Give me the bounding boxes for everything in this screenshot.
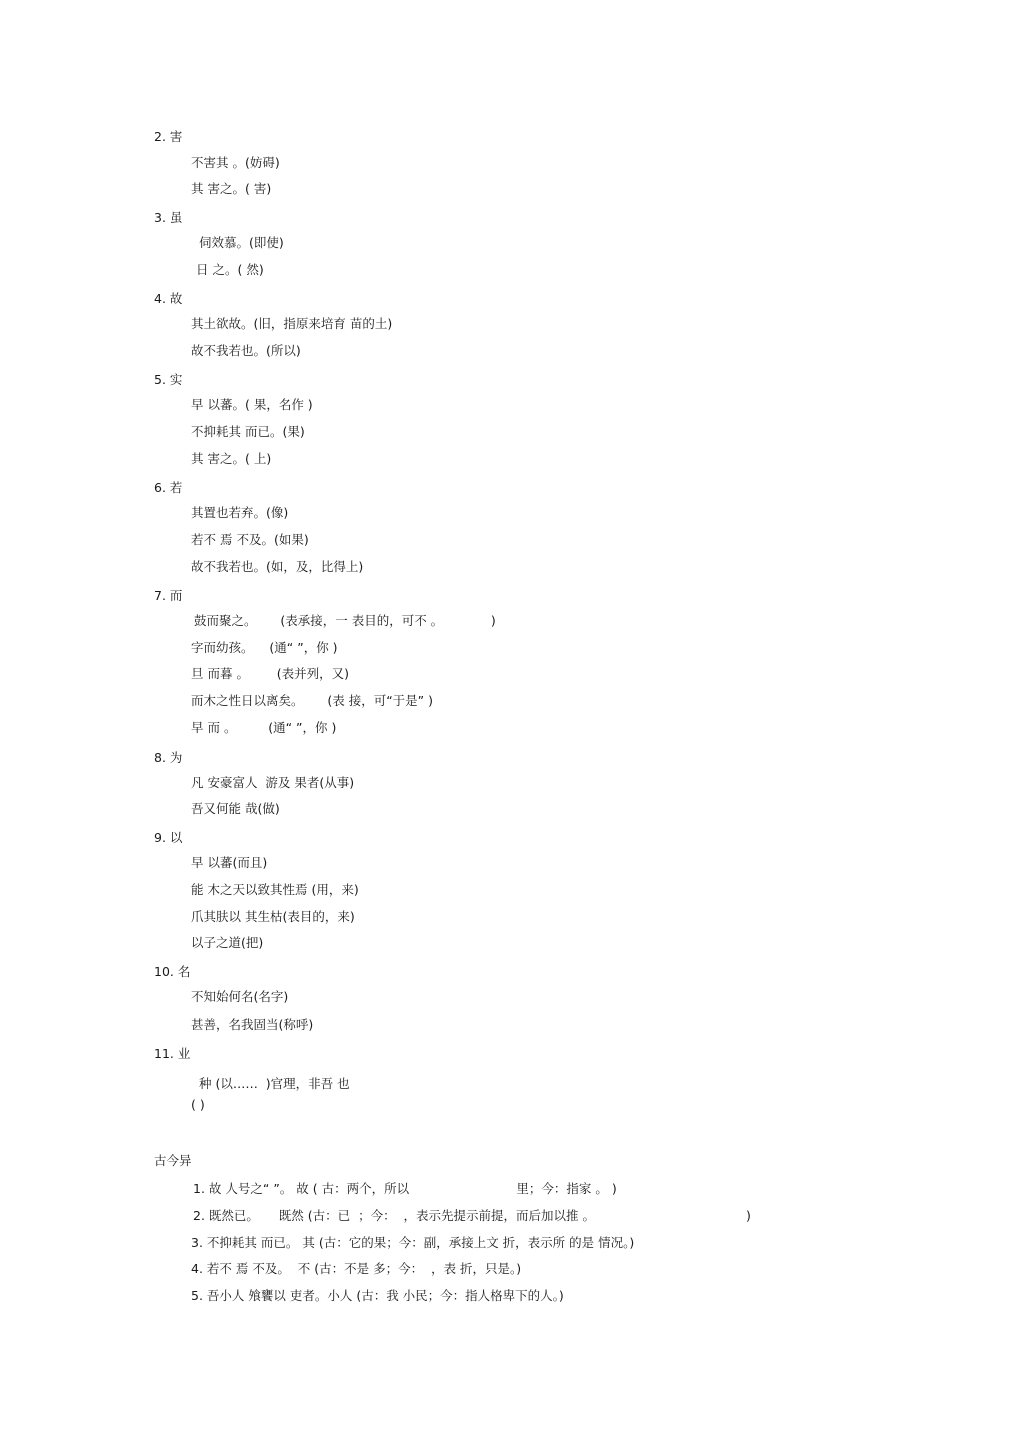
section-heading: 10. 名 <box>154 964 191 979</box>
example-line: 种 (以…… )官理，非吾 也 <box>199 1076 350 1091</box>
guji-item: 3. 不抑耗其 而已。 其 (古：它的果；今：副，承接上文 折，表示所 的是 情况。) <box>191 1235 635 1250</box>
example-line: 凡 安豪富人 游及 果者(从事) <box>191 775 355 790</box>
section-heading: 8. 为 <box>154 750 183 765</box>
section-heading: 11. 业 <box>154 1046 191 1061</box>
example-line: 若不 焉 不及。(如果) <box>191 532 309 547</box>
section-heading: 6. 若 <box>154 480 183 495</box>
section-title: 古今异 <box>154 1153 192 1168</box>
section-heading: 5. 实 <box>154 372 183 387</box>
section-heading: 7. 而 <box>154 588 183 603</box>
example-line: 故不我若也。(如，及，比得上) <box>191 559 364 574</box>
example-line: 其 害之。( 上) <box>191 451 272 466</box>
section-heading: 9. 以 <box>154 830 183 845</box>
section-heading: 3. 虽 <box>154 210 183 225</box>
example-line: 不抑耗其 而已。(果) <box>191 424 305 439</box>
example-line: 伺效慕。(即使) <box>199 235 284 250</box>
section-heading: 2. 害 <box>154 129 183 144</box>
example-line: 日 之。( 然) <box>196 262 264 277</box>
example-line: 不害其 。(妨碍) <box>191 155 280 170</box>
example-line: 鼓而聚之。 (表承接，一 表目的，可不 。 ) <box>194 613 496 628</box>
example-line: 故不我若也。(所以) <box>191 343 301 358</box>
example-line: 不知始何名(名字) <box>191 989 289 1004</box>
example-line: 其 害之。( 害) <box>191 181 272 196</box>
example-line: 其土欲故。(旧，指原来培育 苗的土) <box>191 316 393 331</box>
example-line: 爪其肤以 其生枯(表目的，来) <box>191 909 355 924</box>
example-line: 早 以蕃(而且) <box>191 855 268 870</box>
example-line: 甚善，名我固当(称呼) <box>191 1017 314 1032</box>
example-line: 吾又何能 哉(做) <box>191 801 280 816</box>
example-line: 其置也若弃。(像) <box>191 505 289 520</box>
guji-item: 2. 既然已。 既然 (古：已 ；今： ，表示先提示前提，而后加以推 。 ) <box>193 1208 751 1223</box>
section-heading: 4. 故 <box>154 291 183 306</box>
example-line: 字而幼孩。 (通“ ”，你 ) <box>191 640 338 655</box>
example-line: 早 以蕃。( 果，名作 ) <box>191 397 313 412</box>
guji-item: 1. 故 人号之“ ”。 故 ( 古：两个，所以 里；今：指家 。 ) <box>193 1181 617 1196</box>
example-line: 能 木之天以致其性焉 (用，来) <box>191 882 359 897</box>
example-line: 旦 而暮 。 (表并列，又) <box>191 666 350 681</box>
example-line: 早 而 。 (通“ ”，你 ) <box>191 720 337 735</box>
guji-item: 4. 若不 焉 不及。 不 (古：不是 多；今： ，表 折，只是。) <box>191 1261 522 1276</box>
example-line: 以子之道(把) <box>191 935 264 950</box>
guji-item: 5. 吾小人 飧饔以 吏者。小人 (古：我 小民；今：指人格卑下的人。) <box>191 1288 564 1303</box>
example-line: 而木之性日以离矣。 (表 接，可“于是” ) <box>191 693 433 708</box>
example-line: ( ) <box>191 1097 205 1112</box>
